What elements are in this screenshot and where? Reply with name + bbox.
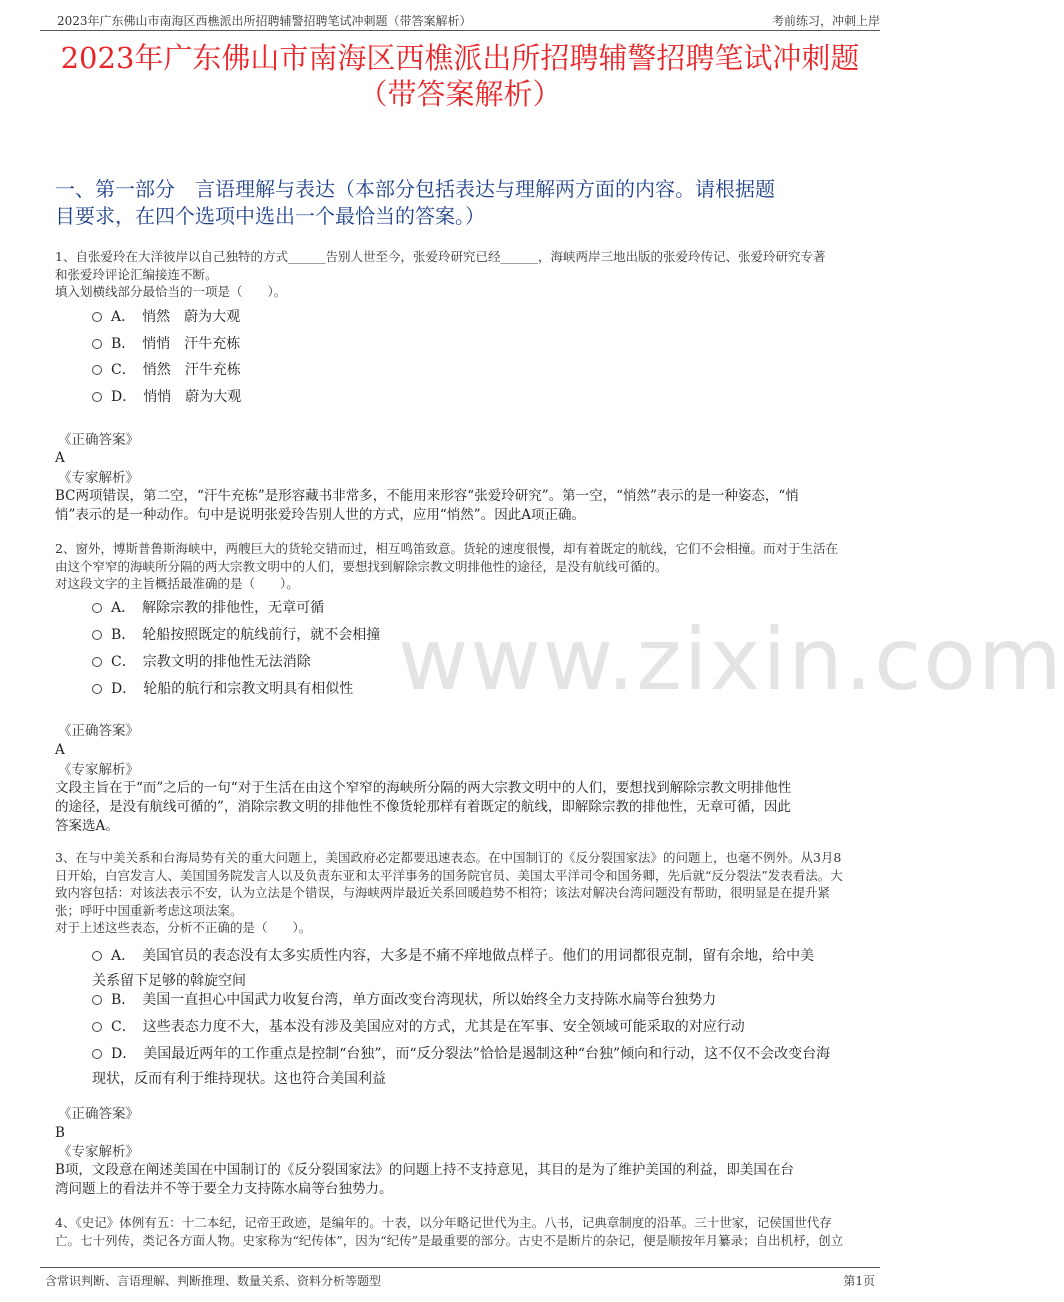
option-label: C． 悄然 汗牛充栋 <box>111 362 241 378</box>
stem-line: 和张爱玲评论汇编接连不断。 <box>55 266 218 282</box>
section-heading-line-1: 一、第一部分 言语理解与表达（本部分包括表达与理解两方面的内容。请根据题 <box>55 177 775 201</box>
page-header-title: 2023年广东佛山市南海区西樵派出所招聘辅警招聘笔试冲刺题（带答案解析） <box>57 14 472 28</box>
question-1-option-b[interactable] <box>92 332 862 357</box>
radio-button[interactable] <box>92 951 102 961</box>
question-2-option-a[interactable] <box>92 596 862 621</box>
question-3-option-c[interactable] <box>92 1015 862 1040</box>
answer-label: 《正确答案》 <box>58 723 139 739</box>
option-label: A． 悄然 蔚为大观 <box>111 309 241 325</box>
option-label: A． 解除宗教的排他性，无章可循 <box>111 600 325 616</box>
document-title <box>30 40 890 112</box>
radio-button[interactable] <box>92 1049 102 1059</box>
section-heading-line-2: 目要求，在四个选项中选出一个最恰当的答案。） <box>55 204 485 228</box>
question-3-option-a[interactable] <box>92 944 862 994</box>
answer-label: 《正确答案》 <box>58 1106 139 1122</box>
radio-button[interactable] <box>92 1022 102 1032</box>
stem-line: 张；呼吁中国重新考虑这项法案。 <box>55 902 243 918</box>
question-3-answer: B <box>55 1125 65 1141</box>
stem-line: 对于上述这些表态，分析不正确的是（ ）。 <box>55 920 312 935</box>
option-label-continued: 现状，反而有利于维持现状。这也符合美国利益 <box>92 1071 386 1087</box>
question-2-analysis <box>55 779 869 836</box>
option-label: C． 这些表态力度不大，基本没有涉及美国应对的方式，尤其是在军事、安全领域可能采取的对应行动 <box>111 1019 745 1035</box>
analysis-line: 文段主旨在于“而”之后的一句“对于生活在由这个窄窄的海峡所分隔的两大宗教文明中的人们，要想找到解除宗教文明排他性 <box>55 780 792 796</box>
question-2-option-b[interactable] <box>92 623 862 648</box>
analysis-line: 答案选A。 <box>55 818 119 834</box>
watermark: www.zixin.com <box>398 610 1064 710</box>
analysis-line: 湾问题上的看法并不等于要全力支持陈水扁等台独势力。 <box>55 1181 393 1197</box>
stem-line: 亡。七十列传，类记各方面人物。史家称为“纪传体”，因为“纪传”是最重要的部分。古史不是断片的杂记，便是顺按年月纂录；自出机杼，创立 <box>55 1232 844 1248</box>
stem-line: 由这个窄窄的海峡所分隔的两大宗教文明中的人们，要想找到解除宗教文明排他性的途径，是没有航线可循的。 <box>55 558 668 574</box>
footer-divider <box>40 1267 880 1268</box>
question-3-analysis <box>55 1161 869 1199</box>
stem-line: 日开始，白宫发言人、美国国务院发言人以及负责东亚和太平洋事务的国务院官员、美国太平洋司令和国务卿，先后就“反分裂法”发表看法。大 <box>55 867 843 883</box>
page-number: 第1页 <box>843 1274 875 1288</box>
question-3-option-b[interactable] <box>92 988 862 1013</box>
page-header-slogan: 考前练习，冲刺上岸 <box>771 14 880 28</box>
analysis-label: 《专家解析》 <box>58 762 139 778</box>
option-label: D． 轮船的航行和宗教文明具有相似性 <box>111 681 354 697</box>
header-divider <box>40 30 880 31</box>
analysis-line: BC两项错误，第二空，“汗牛充栋”是形容藏书非常多，不能用来形容“张爱玲研究”。第一空，“悄然”表示的是一种姿态，“悄 <box>55 488 799 504</box>
question-3-stem <box>55 849 869 937</box>
option-label-continued: 关系留下足够的斡旋空间 <box>92 973 246 989</box>
radio-button[interactable] <box>92 603 102 613</box>
analysis-line: 悄”表示的是一种动作。句中是说明张爱玲告别人世的方式，应用“悄然”。因此A项正确。 <box>55 507 585 523</box>
radio-button[interactable] <box>92 657 102 667</box>
stem-line: 2、窗外，博斯普鲁斯海峡中，两艘巨大的货轮交错而过，相互鸣笛致意。货轮的速度很慢，却有着既定的航线，它们不会相撞。而对于生活在 <box>55 541 838 556</box>
stem-line: 对这段文字的主旨概括最准确的是（ ）。 <box>55 576 299 591</box>
radio-button[interactable] <box>92 365 102 375</box>
radio-button[interactable] <box>92 339 102 349</box>
question-1-option-a[interactable] <box>92 305 862 330</box>
question-1-option-c[interactable] <box>92 358 862 383</box>
question-4-stem <box>55 1214 869 1249</box>
radio-button[interactable] <box>92 684 102 694</box>
stem-line: 4、《史记》体例有五：十二本纪，记帝王政迹，是编年的。十表，以分年略记世代为主。八书，记典章制度的沿革。三十世家，记侯国世代存 <box>55 1215 832 1230</box>
option-label: B． 悄悄 汗牛充栋 <box>111 336 241 352</box>
question-3-option-d[interactable] <box>92 1042 862 1092</box>
stem-line: 致内容包括：对该法表示不安，认为立法是个错误，与海峡两岸最近关系回暖趋势不相符；该法对解决台湾问题没有帮助，很明显是在提升紧 <box>55 885 831 900</box>
option-label: B． 美国一直担心中国武力收复台湾，单方面改变台湾现状，所以始终全力支持陈水扁等台独势力 <box>111 992 717 1008</box>
question-2-option-d[interactable] <box>92 677 862 702</box>
radio-button[interactable] <box>92 312 102 322</box>
question-1-stem <box>55 248 869 301</box>
radio-button[interactable] <box>92 392 102 402</box>
title-line-1: 2023年广东佛山市南海区西樵派出所招聘辅警招聘笔试冲刺题 <box>60 41 860 75</box>
stem-line: 3、在与中美关系和台海局势有关的重大问题上，美国政府必定都要迅速表态。在中国制订的《反分裂国家法》的问题上，也毫不例外。从3月8 <box>55 850 842 865</box>
analysis-line: 的途径，是没有航线可循的”，消除宗教文明的排他性不像货轮那样有着既定的航线，即解除宗教的排他性，无章可循，因此 <box>55 799 791 815</box>
option-label: C． 宗教文明的排他性无法消除 <box>111 654 311 670</box>
radio-button[interactable] <box>92 630 102 640</box>
stem-line: 1、自张爱玲在大洋彼岸以自己独特的方式______告别人世至今，张爱玲研究已经______，海峡两岸三地出版的张爱玲传记、张爱玲研究专著 <box>55 249 826 264</box>
option-label: A． 美国官员的表态没有太多实质性内容，大多是不痛不痒地做点样子。他们的用词都很克制，留有余地，给中美 <box>111 948 815 964</box>
option-label: D． 悄悄 蔚为大观 <box>111 389 242 405</box>
section-heading <box>55 176 865 230</box>
question-2-stem <box>55 540 869 593</box>
option-label: B． 轮船按照既定的航线前行，就不会相撞 <box>111 627 381 643</box>
answer-label: 《正确答案》 <box>58 432 139 448</box>
question-1-answer: A <box>55 450 65 466</box>
question-2-answer: A <box>55 742 65 758</box>
stem-line: 填入划横线部分最恰当的一项是（ ）。 <box>55 284 287 299</box>
question-2-option-c[interactable] <box>92 650 862 675</box>
analysis-label: 《专家解析》 <box>58 1144 139 1160</box>
title-line-2: （带答案解析） <box>358 77 562 111</box>
footer-note: 含常识判断、言语理解、判断推理、数量关系、资料分析等题型 <box>45 1274 382 1288</box>
option-label: D． 美国最近两年的工作重点是控制“台独”，而“反分裂法”恰恰是遏制这种“台独”倾向和行动，这不仅不会改变台海 <box>111 1046 831 1062</box>
question-1-analysis <box>55 487 869 525</box>
analysis-label: 《专家解析》 <box>58 470 139 486</box>
analysis-line: B项，文段意在阐述美国在中国制订的《反分裂国家法》的问题上持不支持意见，其目的是为了维护美国的利益，即美国在台 <box>55 1162 794 1178</box>
question-1-option-d[interactable] <box>92 385 862 410</box>
radio-button[interactable] <box>92 995 102 1005</box>
